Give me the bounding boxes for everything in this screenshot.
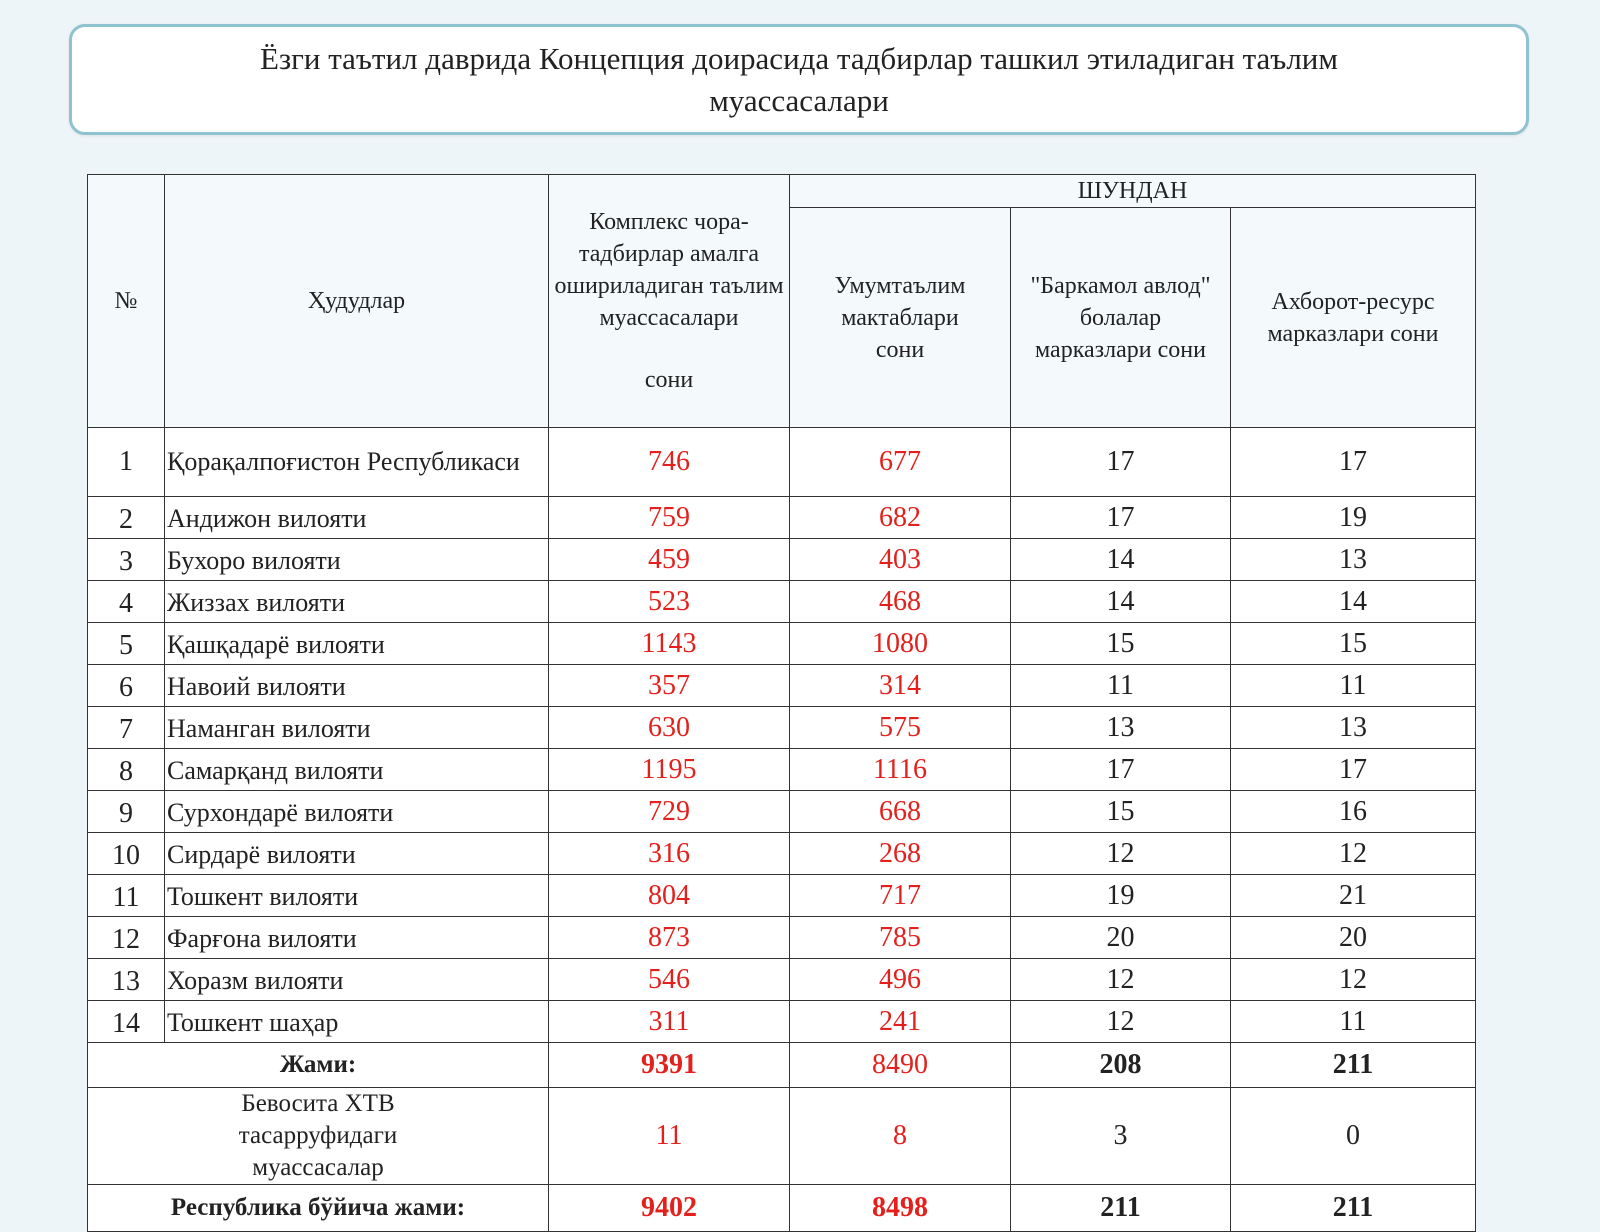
table-row <box>88 833 1476 875</box>
row-barkamol-count: 13 <box>1011 707 1231 749</box>
row-region: Қорақалпоғистон Республикаси <box>165 428 549 497</box>
header-barkamol <box>1011 208 1231 428</box>
row-info-count: 12 <box>1231 959 1476 1001</box>
title-banner <box>69 24 1529 135</box>
header-regions: Ҳудудлар <box>165 175 549 428</box>
table-row <box>88 959 1476 1001</box>
row-number: 3 <box>88 539 165 581</box>
row-number: 7 <box>88 707 165 749</box>
row-schools-count: 785 <box>790 917 1011 959</box>
row-barkamol-count: 17 <box>1011 749 1231 791</box>
row-region: Тошкент вилояти <box>165 875 549 917</box>
row-number: 10 <box>88 833 165 875</box>
republic-info: 211 <box>1231 1185 1476 1232</box>
table-row <box>88 623 1476 665</box>
row-info-count: 13 <box>1231 539 1476 581</box>
row-barkamol-count: 15 <box>1011 623 1231 665</box>
row-number: 11 <box>88 875 165 917</box>
page-title: Ёзги таътил даврида Концепция доирасида тадбирлар ташкил этиладиган таълим муассасалари <box>259 40 1338 118</box>
row-complex-count: 546 <box>549 959 790 1001</box>
row-schools-count: 1080 <box>790 623 1011 665</box>
row-info-count: 15 <box>1231 623 1476 665</box>
direct-barkamol: 3 <box>1011 1088 1231 1185</box>
row-schools-count: 717 <box>790 875 1011 917</box>
row-info-count: 16 <box>1231 791 1476 833</box>
row-complex-count: 523 <box>549 581 790 623</box>
row-barkamol-count: 11 <box>1011 665 1231 707</box>
header-info <box>1231 208 1476 428</box>
row-barkamol-count: 12 <box>1011 959 1231 1001</box>
republic-complex: 9402 <box>549 1185 790 1232</box>
total-schools: 8490 <box>790 1043 1011 1088</box>
row-region: Навоий вилояти <box>165 665 549 707</box>
table-row <box>88 1001 1476 1043</box>
row-info-count: 14 <box>1231 581 1476 623</box>
header-info-text: Ахборот-ресурс марказлари сони <box>1267 288 1439 347</box>
header-barkamol-text: "Баркамол авлод" болалар марказлари сони <box>1030 272 1211 363</box>
direct-complex: 11 <box>549 1088 790 1185</box>
republic-row <box>88 1185 1476 1232</box>
table-row <box>88 791 1476 833</box>
row-schools-count: 1116 <box>790 749 1011 791</box>
row-complex-count: 316 <box>549 833 790 875</box>
table-row <box>88 665 1476 707</box>
row-info-count: 11 <box>1231 1001 1476 1043</box>
row-number: 2 <box>88 497 165 539</box>
row-region: Фарғона вилояти <box>165 917 549 959</box>
row-info-count: 17 <box>1231 749 1476 791</box>
row-region: Жиззах вилояти <box>165 581 549 623</box>
row-region: Сурхондарё вилояти <box>165 791 549 833</box>
table-row <box>88 539 1476 581</box>
row-number: 5 <box>88 623 165 665</box>
row-schools-count: 403 <box>790 539 1011 581</box>
row-schools-count: 677 <box>790 428 1011 497</box>
direct-label <box>88 1088 549 1185</box>
row-complex-count: 1195 <box>549 749 790 791</box>
header-schools-text: Умумтаълим мактаблари сони <box>834 272 966 363</box>
row-region: Бухоро вилояти <box>165 539 549 581</box>
row-schools-count: 268 <box>790 833 1011 875</box>
row-barkamol-count: 14 <box>1011 581 1231 623</box>
row-region: Самарқанд вилояти <box>165 749 549 791</box>
row-barkamol-count: 12 <box>1011 833 1231 875</box>
header-complex <box>549 175 790 428</box>
direct-row <box>88 1088 1476 1185</box>
row-complex-count: 459 <box>549 539 790 581</box>
row-region: Хоразм вилояти <box>165 959 549 1001</box>
row-complex-count: 729 <box>549 791 790 833</box>
row-number: 6 <box>88 665 165 707</box>
row-info-count: 13 <box>1231 707 1476 749</box>
republic-schools: 8498 <box>790 1185 1011 1232</box>
table-row <box>88 428 1476 497</box>
total-info: 211 <box>1231 1043 1476 1088</box>
row-schools-count: 575 <box>790 707 1011 749</box>
row-number: 14 <box>88 1001 165 1043</box>
header-schools <box>790 208 1011 428</box>
row-number: 9 <box>88 791 165 833</box>
row-info-count: 17 <box>1231 428 1476 497</box>
row-info-count: 12 <box>1231 833 1476 875</box>
row-info-count: 20 <box>1231 917 1476 959</box>
row-complex-count: 630 <box>549 707 790 749</box>
row-number: 4 <box>88 581 165 623</box>
table-row <box>88 875 1476 917</box>
total-complex: 9391 <box>549 1043 790 1088</box>
row-number: 12 <box>88 917 165 959</box>
republic-label: Республика бўйича жами: <box>88 1185 549 1232</box>
row-schools-count: 314 <box>790 665 1011 707</box>
direct-schools: 8 <box>790 1088 1011 1185</box>
row-region: Тошкент шаҳар <box>165 1001 549 1043</box>
row-barkamol-count: 12 <box>1011 1001 1231 1043</box>
row-barkamol-count: 14 <box>1011 539 1231 581</box>
data-table <box>87 174 1476 1232</box>
row-schools-count: 682 <box>790 497 1011 539</box>
row-region: Қашқадарё вилояти <box>165 623 549 665</box>
row-complex-count: 357 <box>549 665 790 707</box>
direct-label-text: Бевосита ХТВ тасарруфидаги муассасалар <box>238 1090 398 1181</box>
table-row <box>88 581 1476 623</box>
row-region: Наманган вилояти <box>165 707 549 749</box>
row-schools-count: 668 <box>790 791 1011 833</box>
row-barkamol-count: 17 <box>1011 497 1231 539</box>
row-info-count: 19 <box>1231 497 1476 539</box>
table-row <box>88 707 1476 749</box>
row-barkamol-count: 17 <box>1011 428 1231 497</box>
row-number: 1 <box>88 428 165 497</box>
row-complex-count: 759 <box>549 497 790 539</box>
total-label: Жами: <box>88 1043 549 1088</box>
row-info-count: 11 <box>1231 665 1476 707</box>
total-barkamol: 208 <box>1011 1043 1231 1088</box>
row-barkamol-count: 19 <box>1011 875 1231 917</box>
row-complex-count: 746 <box>549 428 790 497</box>
header-no: № <box>88 175 165 428</box>
total-row <box>88 1043 1476 1088</box>
row-complex-count: 873 <box>549 917 790 959</box>
row-barkamol-count: 20 <box>1011 917 1231 959</box>
row-info-count: 21 <box>1231 875 1476 917</box>
table-row <box>88 497 1476 539</box>
table-row <box>88 917 1476 959</box>
header-complex-unit: сони <box>644 367 694 393</box>
row-complex-count: 1143 <box>549 623 790 665</box>
row-complex-count: 311 <box>549 1001 790 1043</box>
row-complex-count: 804 <box>549 875 790 917</box>
row-schools-count: 468 <box>790 581 1011 623</box>
row-region: Андижон вилояти <box>165 497 549 539</box>
direct-info: 0 <box>1231 1088 1476 1185</box>
row-number: 13 <box>88 959 165 1001</box>
row-barkamol-count: 15 <box>1011 791 1231 833</box>
row-schools-count: 241 <box>790 1001 1011 1043</box>
header-group: ШУНДАН <box>790 175 1476 208</box>
row-schools-count: 496 <box>790 959 1011 1001</box>
row-region: Сирдарё вилояти <box>165 833 549 875</box>
republic-barkamol: 211 <box>1011 1185 1231 1232</box>
table-row <box>88 749 1476 791</box>
header-complex-text: Комплекс чора-тадбирлар амалга ошириладиган таълим муассасалари <box>554 209 784 331</box>
row-number: 8 <box>88 749 165 791</box>
